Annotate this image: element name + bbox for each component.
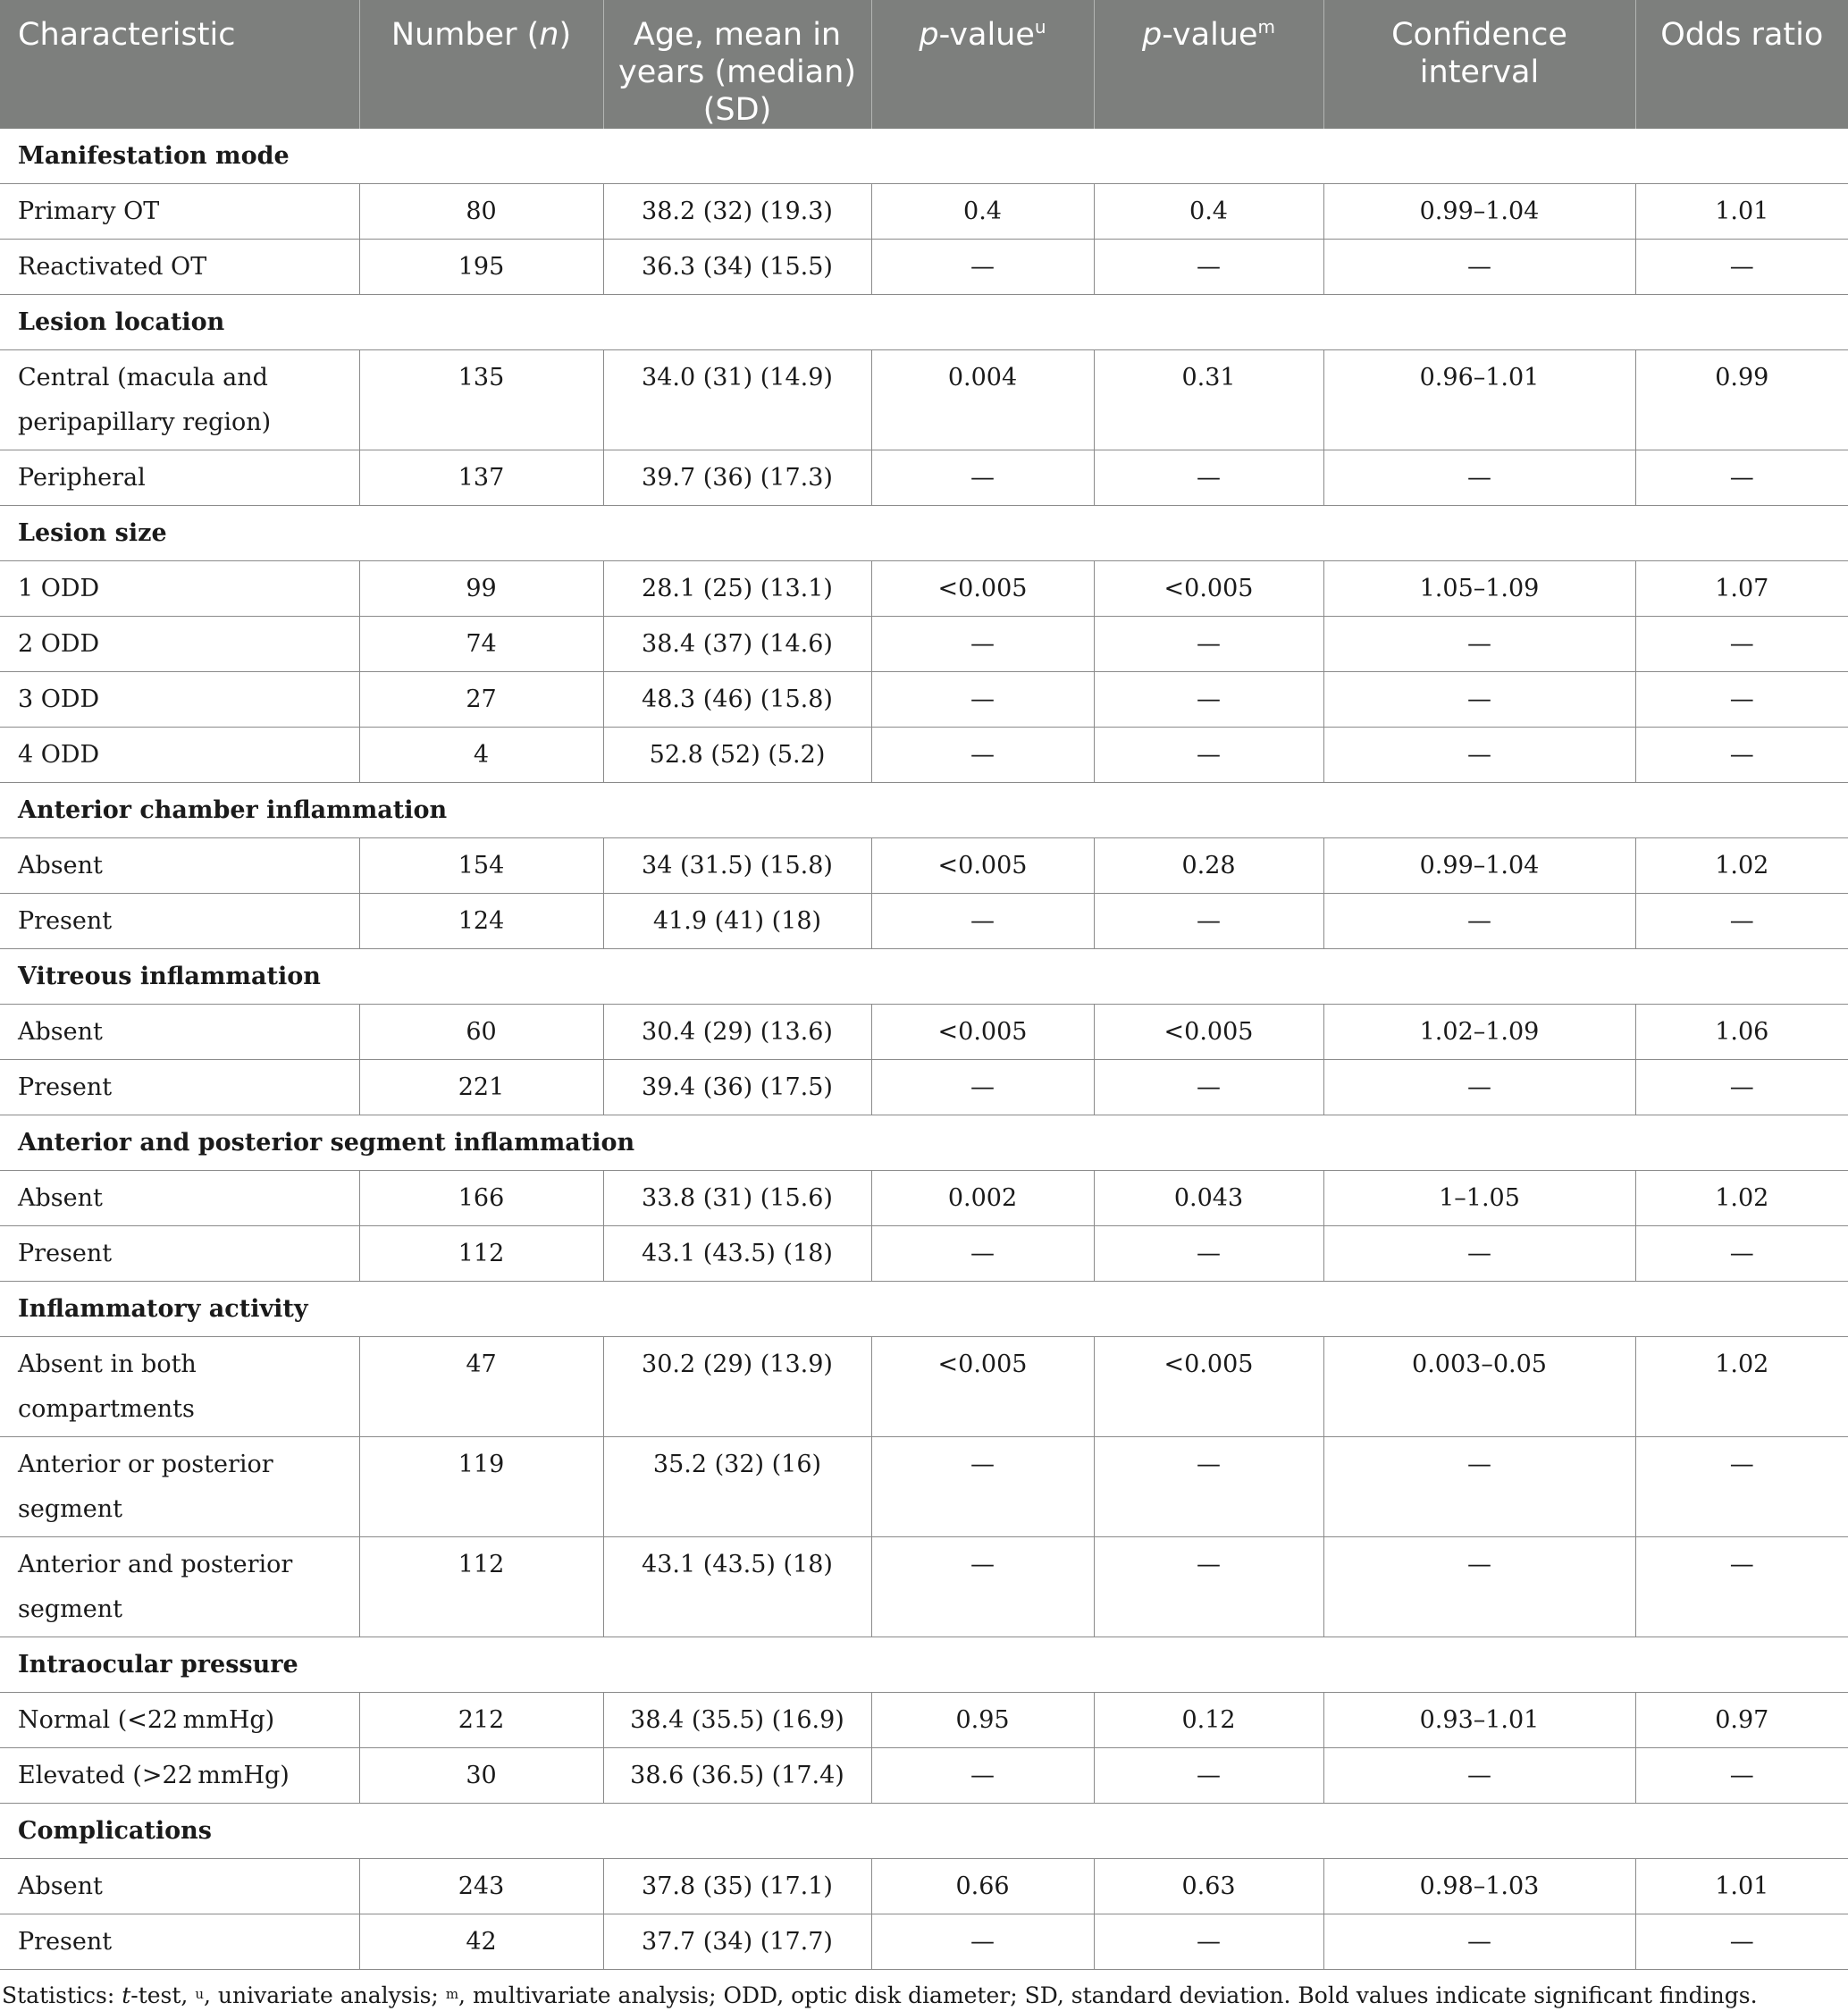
cell-p-value-multivariate: <0.005 [1094, 561, 1323, 617]
cell-confidence-interval: — [1323, 617, 1635, 672]
cell-p-value-univariate: — [871, 1437, 1094, 1537]
cell-characteristic: Peripheral [0, 450, 359, 506]
cell-p-value-multivariate: 0.4 [1094, 184, 1323, 240]
cell-odds-ratio: 0.99 [1635, 350, 1848, 450]
cell-number: 74 [359, 617, 603, 672]
cell-p-value-univariate: — [871, 1537, 1094, 1637]
table-row [0, 1171, 1848, 1226]
cell-odds-ratio: 1.01 [1635, 1859, 1848, 1914]
section-title: Lesion size [0, 506, 1848, 561]
cell-odds-ratio: — [1635, 1914, 1848, 1970]
cell-p-value-univariate: — [871, 728, 1094, 783]
cell-p-value-univariate: — [871, 1914, 1094, 1970]
cell-characteristic: Present [0, 1226, 359, 1282]
table-row [0, 672, 1848, 728]
header-p-value-multivariate: p-value$^m$ [1094, 0, 1323, 129]
cell-age: 38.2 (32) (19.3) [603, 184, 871, 240]
cell-p-value-multivariate: 0.63 [1094, 1859, 1323, 1914]
section-title: Anterior chamber inflammation [0, 783, 1848, 838]
cell-p-value-multivariate: — [1094, 1437, 1323, 1537]
cell-odds-ratio: 1.02 [1635, 1171, 1848, 1226]
cell-odds-ratio: — [1635, 672, 1848, 728]
cell-p-value-multivariate: — [1094, 617, 1323, 672]
cell-p-value-univariate: <0.005 [871, 561, 1094, 617]
cell-confidence-interval: 1.02–1.09 [1323, 1005, 1635, 1060]
table-row [0, 894, 1848, 949]
cell-p-value-univariate: 0.95 [871, 1693, 1094, 1748]
table-row [0, 1005, 1848, 1060]
section-header-row [0, 295, 1848, 350]
cell-p-value-multivariate: — [1094, 1914, 1323, 1970]
cell-p-value-univariate: 0.002 [871, 1171, 1094, 1226]
cell-characteristic: Elevated (>22 mmHg) [0, 1748, 359, 1804]
section-title: Anterior and posterior segment inflammation [0, 1115, 1848, 1171]
cell-p-value-multivariate: — [1094, 1748, 1323, 1804]
cell-number: 80 [359, 184, 603, 240]
cell-age: 37.7 (34) (17.7) [603, 1914, 871, 1970]
cell-number: 99 [359, 561, 603, 617]
section-title: Manifestation mode [0, 129, 1848, 184]
cell-characteristic: Present [0, 894, 359, 949]
cell-age: 30.4 (29) (13.6) [603, 1005, 871, 1060]
cell-confidence-interval: 0.98–1.03 [1323, 1859, 1635, 1914]
cell-age: 34 (31.5) (15.8) [603, 838, 871, 894]
cell-confidence-interval: — [1323, 1226, 1635, 1282]
table-footnote: Statistics: t-test, $^u$, univariate analysis; $^m$, multivariate analysis; ODD, optic disk diameter; SD, standard deviation. Bold values indicate significant findings. [2, 1982, 1758, 2008]
cell-characteristic: Absent [0, 838, 359, 894]
cell-confidence-interval: — [1323, 894, 1635, 949]
cell-odds-ratio: — [1635, 894, 1848, 949]
section-header-row [0, 129, 1848, 184]
header-confidence-interval: Confidence interval [1323, 0, 1635, 129]
cell-odds-ratio: 1.06 [1635, 1005, 1848, 1060]
cell-odds-ratio: 1.01 [1635, 184, 1848, 240]
cell-number: 42 [359, 1914, 603, 1970]
cell-age: 30.2 (29) (13.9) [603, 1337, 871, 1437]
cell-number: 112 [359, 1226, 603, 1282]
cell-odds-ratio: — [1635, 1226, 1848, 1282]
cell-p-value-univariate: 0.004 [871, 350, 1094, 450]
section-header-row [0, 506, 1848, 561]
section-header-row [0, 1282, 1848, 1337]
cell-p-value-multivariate: — [1094, 450, 1323, 506]
header-number: Number (n) [359, 0, 603, 129]
cell-characteristic: 3 ODD [0, 672, 359, 728]
cell-characteristic: Present [0, 1060, 359, 1115]
cell-confidence-interval: — [1323, 728, 1635, 783]
cell-odds-ratio: — [1635, 1060, 1848, 1115]
table-row [0, 561, 1848, 617]
cell-number: 212 [359, 1693, 603, 1748]
cell-confidence-interval: 0.99–1.04 [1323, 184, 1635, 240]
table-row [0, 184, 1848, 240]
header-row [0, 0, 1848, 129]
cell-characteristic: 2 ODD [0, 617, 359, 672]
cell-confidence-interval: 0.99–1.04 [1323, 838, 1635, 894]
cell-age: 38.4 (35.5) (16.9) [603, 1693, 871, 1748]
table-row [0, 1914, 1848, 1970]
cell-number: 27 [359, 672, 603, 728]
table-row [0, 838, 1848, 894]
section-header-row [0, 949, 1848, 1005]
cell-characteristic: Reactivated OT [0, 240, 359, 295]
cell-p-value-univariate: — [871, 1060, 1094, 1115]
cell-confidence-interval: 1.05–1.09 [1323, 561, 1635, 617]
section-header-row [0, 1637, 1848, 1693]
cell-p-value-multivariate: 0.043 [1094, 1171, 1323, 1226]
cell-confidence-interval: — [1323, 672, 1635, 728]
section-title: Inflammatory activity [0, 1282, 1848, 1337]
table-row [0, 240, 1848, 295]
header-p-value-univariate: p-value$^u$ [871, 0, 1094, 129]
cell-p-value-univariate: — [871, 894, 1094, 949]
cell-number: 221 [359, 1060, 603, 1115]
table-row [0, 1226, 1848, 1282]
table-row [0, 1537, 1848, 1637]
cell-number: 195 [359, 240, 603, 295]
cell-confidence-interval: 0.96–1.01 [1323, 350, 1635, 450]
cell-p-value-univariate: — [871, 617, 1094, 672]
cell-number: 124 [359, 894, 603, 949]
cell-age: 38.4 (37) (14.6) [603, 617, 871, 672]
cell-characteristic: Absent [0, 1171, 359, 1226]
table-row [0, 1437, 1848, 1537]
cell-odds-ratio: 1.02 [1635, 838, 1848, 894]
cell-confidence-interval: — [1323, 1060, 1635, 1115]
cell-odds-ratio: — [1635, 450, 1848, 506]
cell-odds-ratio: — [1635, 240, 1848, 295]
table-row [0, 617, 1848, 672]
section-header-row [0, 1115, 1848, 1171]
cell-confidence-interval: — [1323, 1537, 1635, 1637]
cell-age: 48.3 (46) (15.8) [603, 672, 871, 728]
cell-characteristic: Central (macula and peripapillary region) [0, 350, 359, 450]
cell-p-value-univariate: — [871, 672, 1094, 728]
cell-number: 166 [359, 1171, 603, 1226]
table-row [0, 450, 1848, 506]
cell-p-value-univariate: 0.4 [871, 184, 1094, 240]
cell-characteristic: 1 ODD [0, 561, 359, 617]
cell-odds-ratio: 1.07 [1635, 561, 1848, 617]
cell-characteristic: Anterior and posterior segment [0, 1537, 359, 1637]
cell-confidence-interval: 0.93–1.01 [1323, 1693, 1635, 1748]
section-title: Vitreous inflammation [0, 949, 1848, 1005]
cell-p-value-univariate: — [871, 240, 1094, 295]
cell-age: 39.4 (36) (17.5) [603, 1060, 871, 1115]
cell-confidence-interval: 1–1.05 [1323, 1171, 1635, 1226]
cell-confidence-interval: 0.003–0.05 [1323, 1337, 1635, 1437]
cell-confidence-interval: — [1323, 1914, 1635, 1970]
cell-confidence-interval: — [1323, 1437, 1635, 1537]
cell-odds-ratio: 0.97 [1635, 1693, 1848, 1748]
cell-p-value-multivariate: — [1094, 240, 1323, 295]
cell-p-value-univariate: <0.005 [871, 1337, 1094, 1437]
cell-p-value-univariate: 0.66 [871, 1859, 1094, 1914]
table-row [0, 728, 1848, 783]
cell-p-value-univariate: — [871, 1226, 1094, 1282]
cell-characteristic: Absent [0, 1859, 359, 1914]
cell-characteristic: 4 ODD [0, 728, 359, 783]
cell-p-value-multivariate: 0.28 [1094, 838, 1323, 894]
header-age: Age, mean in years (median) (SD) [603, 0, 871, 129]
section-header-row [0, 783, 1848, 838]
cell-age: 34.0 (31) (14.9) [603, 350, 871, 450]
section-title: Intraocular pressure [0, 1637, 1848, 1693]
table-row [0, 350, 1848, 450]
cell-p-value-multivariate: — [1094, 1226, 1323, 1282]
cell-characteristic: Absent in both compartments [0, 1337, 359, 1437]
cell-age: 37.8 (35) (17.1) [603, 1859, 871, 1914]
cell-p-value-multivariate: — [1094, 672, 1323, 728]
cell-p-value-multivariate: — [1094, 1537, 1323, 1637]
cell-p-value-multivariate: <0.005 [1094, 1337, 1323, 1437]
cell-number: 30 [359, 1748, 603, 1804]
cell-confidence-interval: — [1323, 1748, 1635, 1804]
cell-age: 28.1 (25) (13.1) [603, 561, 871, 617]
cell-number: 243 [359, 1859, 603, 1914]
cell-number: 60 [359, 1005, 603, 1060]
cell-characteristic: Normal (<22 mmHg) [0, 1693, 359, 1748]
cell-characteristic: Present [0, 1914, 359, 1970]
cell-number: 137 [359, 450, 603, 506]
cell-odds-ratio: — [1635, 728, 1848, 783]
section-title: Complications [0, 1804, 1848, 1859]
table-row [0, 1337, 1848, 1437]
header-odds-ratio: Odds ratio [1635, 0, 1848, 129]
cell-number: 119 [359, 1437, 603, 1537]
cell-p-value-univariate: <0.005 [871, 1005, 1094, 1060]
section-header-row [0, 1804, 1848, 1859]
cell-characteristic: Primary OT [0, 184, 359, 240]
section-title: Lesion location [0, 295, 1848, 350]
cell-odds-ratio: 1.02 [1635, 1337, 1848, 1437]
cell-age: 38.6 (36.5) (17.4) [603, 1748, 871, 1804]
cell-p-value-multivariate: — [1094, 1060, 1323, 1115]
cell-characteristic: Absent [0, 1005, 359, 1060]
cell-p-value-multivariate: 0.31 [1094, 350, 1323, 450]
cell-characteristic: Anterior or posterior segment [0, 1437, 359, 1537]
cell-age: 43.1 (43.5) (18) [603, 1226, 871, 1282]
cell-odds-ratio: — [1635, 1437, 1848, 1537]
header-characteristic: Characteristic [0, 0, 359, 129]
cell-odds-ratio: — [1635, 1537, 1848, 1637]
cell-number: 4 [359, 728, 603, 783]
cell-number: 135 [359, 350, 603, 450]
cell-p-value-univariate: — [871, 450, 1094, 506]
cell-odds-ratio: — [1635, 1748, 1848, 1804]
cell-number: 47 [359, 1337, 603, 1437]
table-row [0, 1060, 1848, 1115]
cell-p-value-univariate: — [871, 1748, 1094, 1804]
cell-odds-ratio: — [1635, 617, 1848, 672]
cell-p-value-univariate: <0.005 [871, 838, 1094, 894]
table-row [0, 1859, 1848, 1914]
cell-confidence-interval: — [1323, 450, 1635, 506]
cell-age: 36.3 (34) (15.5) [603, 240, 871, 295]
cell-confidence-interval: — [1323, 240, 1635, 295]
cell-age: 35.2 (32) (16) [603, 1437, 871, 1537]
cell-age: 41.9 (41) (18) [603, 894, 871, 949]
cell-p-value-multivariate: 0.12 [1094, 1693, 1323, 1748]
cell-age: 39.7 (36) (17.3) [603, 450, 871, 506]
cell-age: 52.8 (52) (5.2) [603, 728, 871, 783]
cell-p-value-multivariate: — [1094, 728, 1323, 783]
cell-p-value-multivariate: — [1094, 894, 1323, 949]
table-body [0, 129, 1848, 1970]
cell-number: 112 [359, 1537, 603, 1637]
cell-p-value-multivariate: <0.005 [1094, 1005, 1323, 1060]
table-row [0, 1693, 1848, 1748]
cell-number: 154 [359, 838, 603, 894]
cell-age: 33.8 (31) (15.6) [603, 1171, 871, 1226]
table-row [0, 1748, 1848, 1804]
cell-age: 43.1 (43.5) (18) [603, 1537, 871, 1637]
